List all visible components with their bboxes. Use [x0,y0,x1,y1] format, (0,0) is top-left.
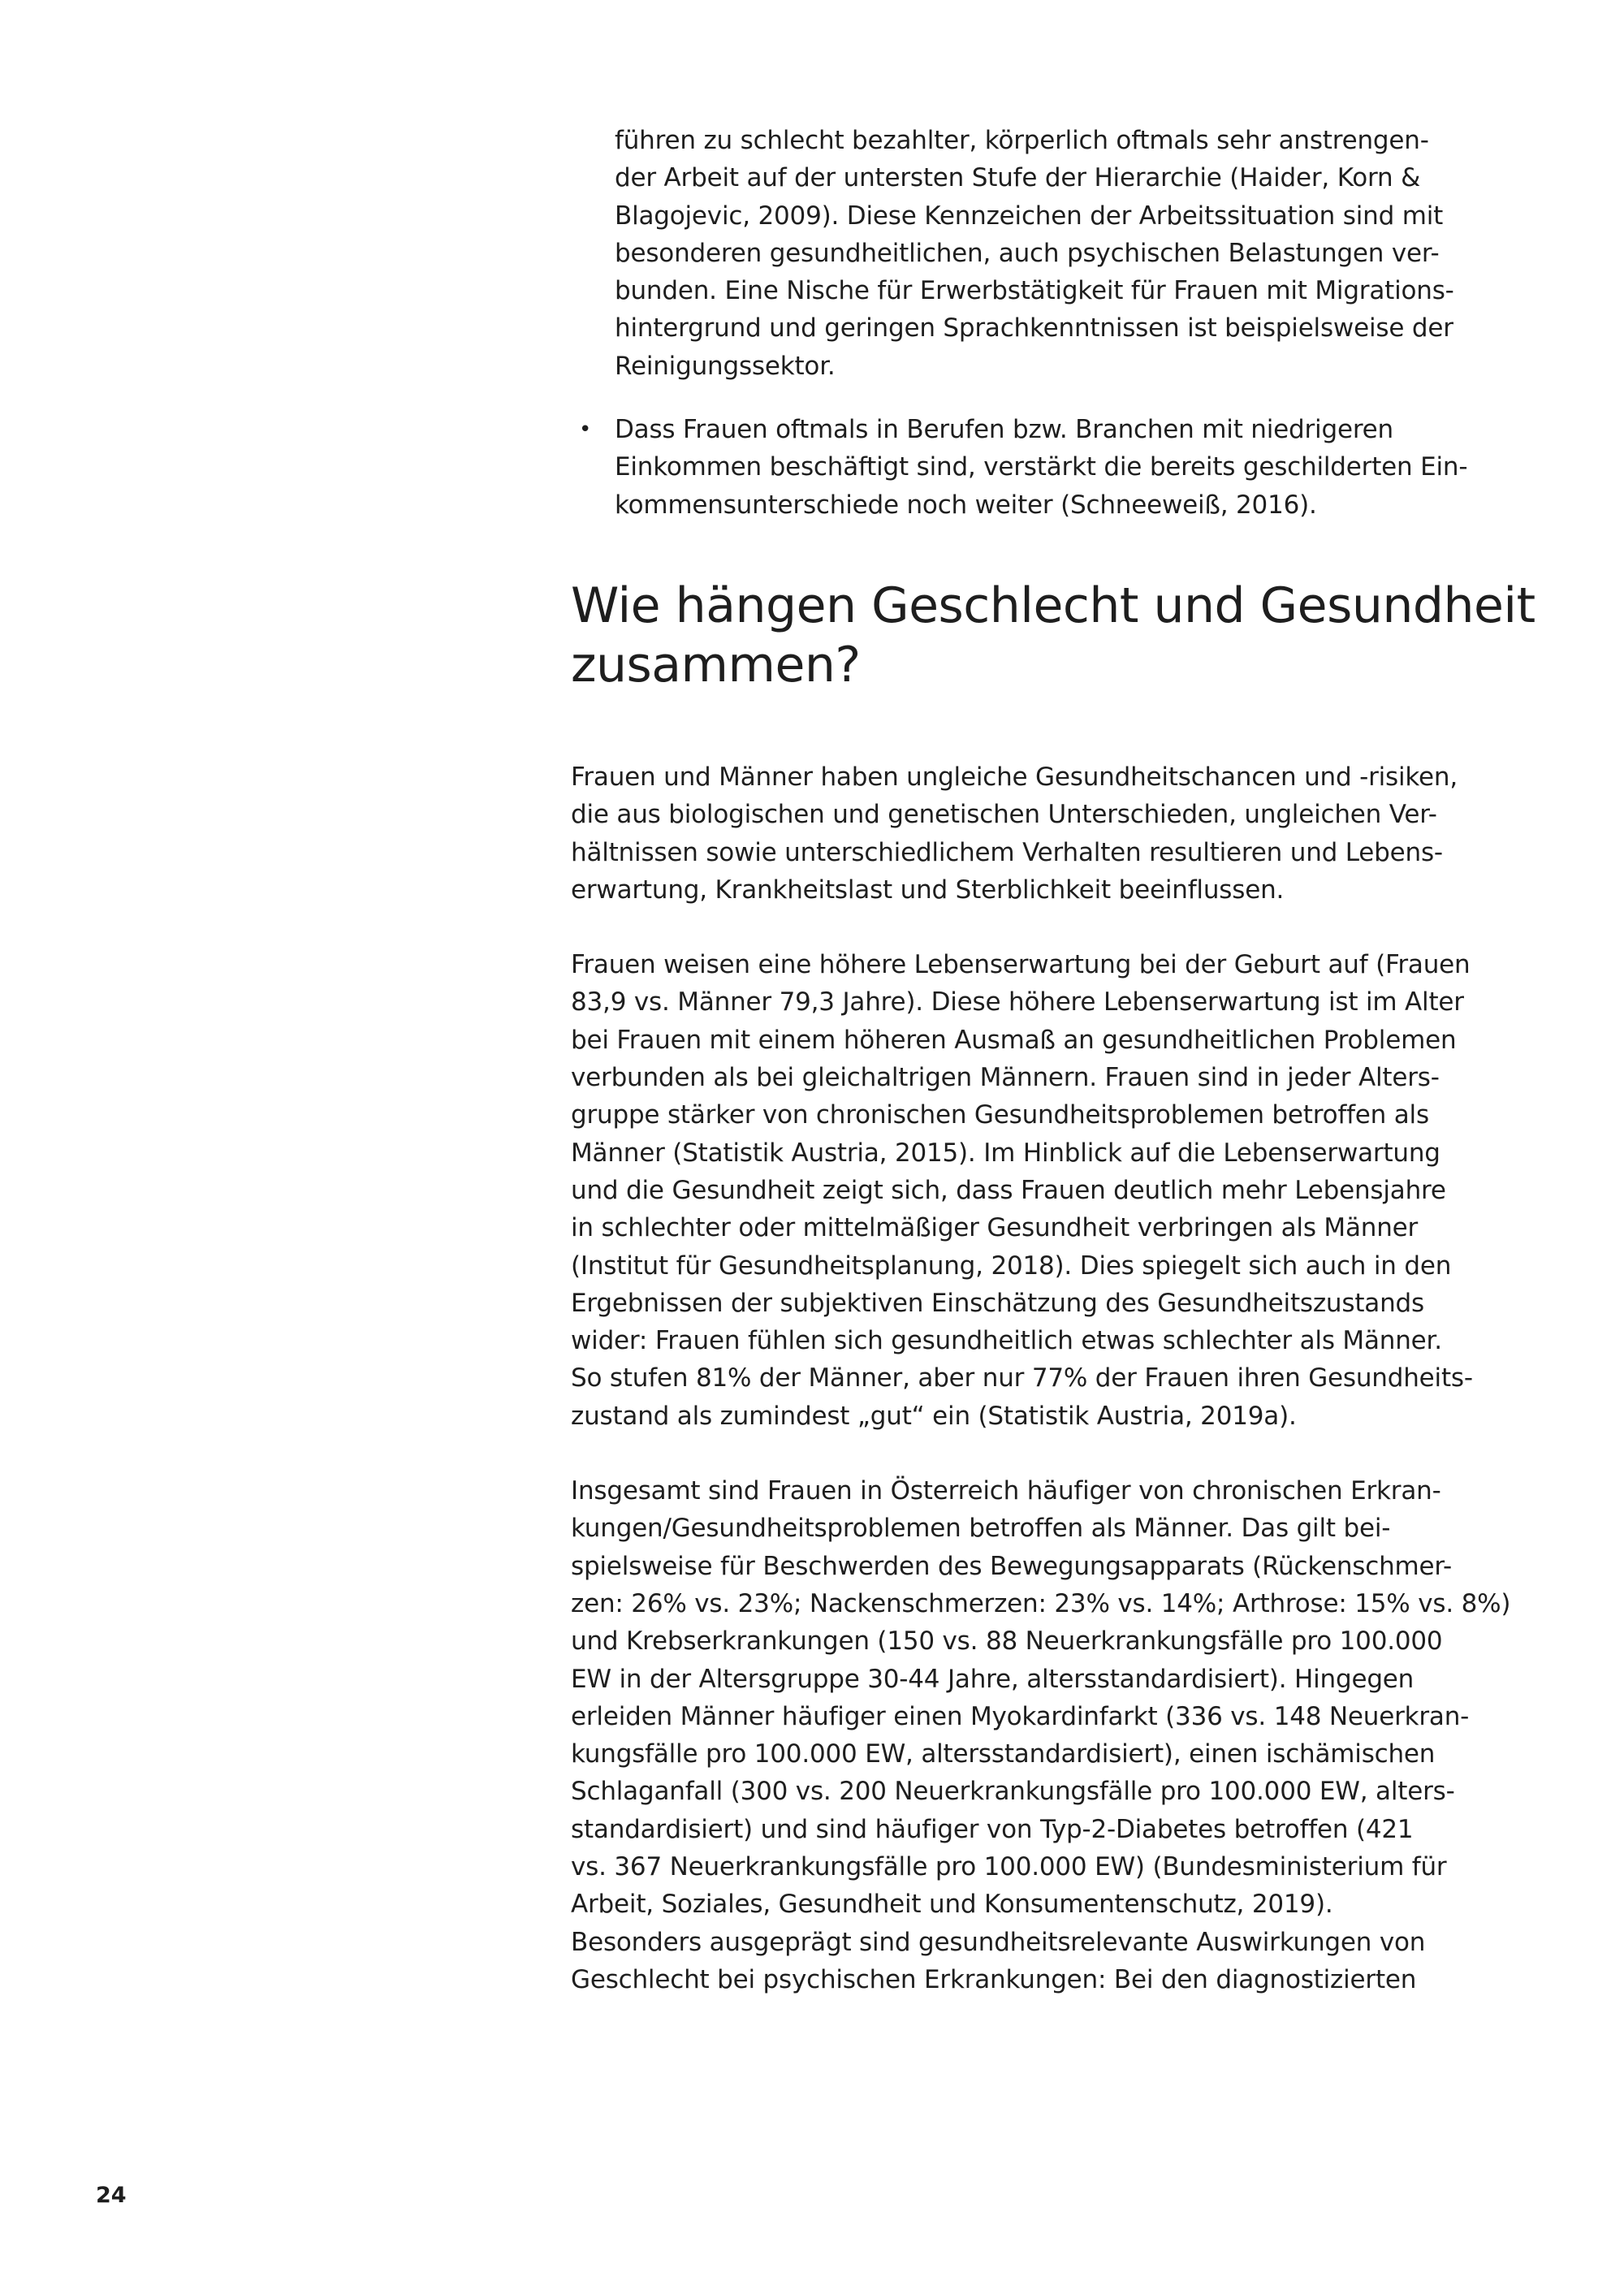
text-line: hintergrund und geringen Sprachkenntnissen ist beispielsweise der [615,313,1453,343]
text-line: bei Frauen mit einem höheren Ausmaß an gesundheitlichen Problemen [571,1025,1457,1055]
text-line: und die Gesundheit zeigt sich, dass Frauen deutlich mehr Lebensjahre [571,1175,1446,1205]
text-line: Insgesamt sind Frauen in Österreich häufiger von chronischen Erkran- [571,1476,1441,1506]
text-line: So stufen 81% der Männer, aber nur 77% der Frauen ihren Gesundheits- [571,1363,1473,1393]
text-line: in schlechter oder mittelmäßiger Gesundheit verbringen als Männer [571,1213,1419,1243]
text-line: Frauen weisen eine höhere Lebenserwartung bei der Geburt auf (Frauen [571,950,1471,980]
bullet-marker: • [579,417,592,443]
text-line: kommensunterschiede noch weiter (Schneeweiß, 2016). [615,490,1317,520]
text-line: kungen/Gesundheitsproblemen betroffen als Männer. Das gilt bei- [571,1514,1391,1544]
text-line: Reinigungssektor. [615,351,836,381]
text-line: (Institut für Gesundheitsplanung, 2018). Dies spiegelt sich auch in den [571,1251,1452,1281]
heading-line: Wie hängen Geschlecht und Gesundheit [571,577,1535,634]
text-line: verbunden als bei gleichaltrigen Männern. Frauen sind in jeder Alters- [571,1063,1440,1093]
text-line: zen: 26% vs. 23%; Nackenschmerzen: 23% vs. 14%; Arthrose: 15% vs. 8%) [571,1588,1511,1618]
text-line: standardisiert) und sind häufiger von Typ-2-Diabetes betroffen (421 [571,1814,1414,1844]
text-line: Männer (Statistik Austria, 2015). Im Hinblick auf die Lebenserwartung [571,1138,1440,1168]
text-line: bunden. Eine Nische für Erwerbstätigkeit für Frauen mit Migrations- [615,276,1454,306]
paragraph-chronic-diseases [571,1472,1511,1998]
text-line: erleiden Männer häufiger einen Myokardinfarkt (336 vs. 148 Neuerkran- [571,1701,1470,1731]
continued-bullet-item [571,122,1476,385]
text-line: Frauen und Männer haben ungleiche Gesundheitschancen und -risiken, [571,762,1458,792]
text-line: 83,9 vs. Männer 79,3 Jahre). Diese höhere Lebenserwartung ist im Alter [571,987,1464,1017]
text-line: Geschlecht bei psychischen Erkrankungen: Bei den diagnostizierten [571,1964,1417,1994]
text-line: wider: Frauen fühlen sich gesundheitlich etwas schlechter als Männer. [571,1326,1442,1356]
text-column [571,122,1535,1998]
text-line: gruppe stärker von chronischen Gesundheitsproblemen betroffen als [571,1100,1429,1130]
section-heading [571,577,1535,695]
text-line: und Krebserkrankungen (150 vs. 88 Neuerkrankungsfälle pro 100.000 [571,1627,1443,1657]
bullet-item [571,411,1476,524]
text-line: spielsweise für Beschwerden des Bewegungsapparats (Rückenschmer- [571,1551,1452,1581]
text-line: Dass Frauen oftmals in Berufen bzw. Branchen mit niedrigeren [615,415,1394,445]
paragraph-intro [571,758,1476,909]
text-line: Besonders ausgeprägt sind gesundheitsrelevante Auswirkungen von [571,1927,1426,1957]
text-line: EW in der Altersgruppe 30-44 Jahre, altersstandardisiert). Hingegen [571,1664,1415,1694]
page-number: 24 [96,2183,127,2208]
text-line: Ergebnissen der subjektiven Einschätzung des Gesundheitszustands [571,1288,1424,1318]
text-line: besonderen gesundheitlichen, auch psychischen Belastungen ver- [615,238,1440,268]
paragraph-life-expectancy [571,946,1476,1435]
text-line: kungsfälle pro 100.000 EW, altersstandardisiert), einen ischämischen [571,1739,1436,1769]
heading-line: zusammen? [571,636,861,693]
text-line: Schlaganfall (300 vs. 200 Neuerkrankungsfälle pro 100.000 EW, alters- [571,1777,1455,1807]
text-line: vs. 367 Neuerkrankungsfälle pro 100.000 EW) (Bundesministerium für [571,1851,1447,1881]
text-line: Arbeit, Soziales, Gesundheit und Konsumentenschutz, 2019). [571,1890,1333,1920]
text-line: Einkommen beschäftigt sind, verstärkt die bereits geschilderten Ein- [615,452,1468,482]
text-line: hältnissen sowie unterschiedlichem Verhalten resultieren und Lebens- [571,837,1443,867]
text-line: der Arbeit auf der untersten Stufe der Hierarchie (Haider, Korn & [615,163,1421,193]
text-line: führen zu schlecht bezahlter, körperlich oftmals sehr anstrengen- [615,126,1429,155]
text-line: zustand als zumindest „gut“ ein (Statistik Austria, 2019a). [571,1401,1297,1431]
text-line: erwartung, Krankheitslast und Sterblichkeit beeinflussen. [571,875,1285,905]
text-line: Blagojevic, 2009). Diese Kennzeichen der Arbeitssituation sind mit [615,201,1444,231]
text-line: die aus biologischen und genetischen Unterschieden, ungleichen Ver- [571,800,1437,830]
